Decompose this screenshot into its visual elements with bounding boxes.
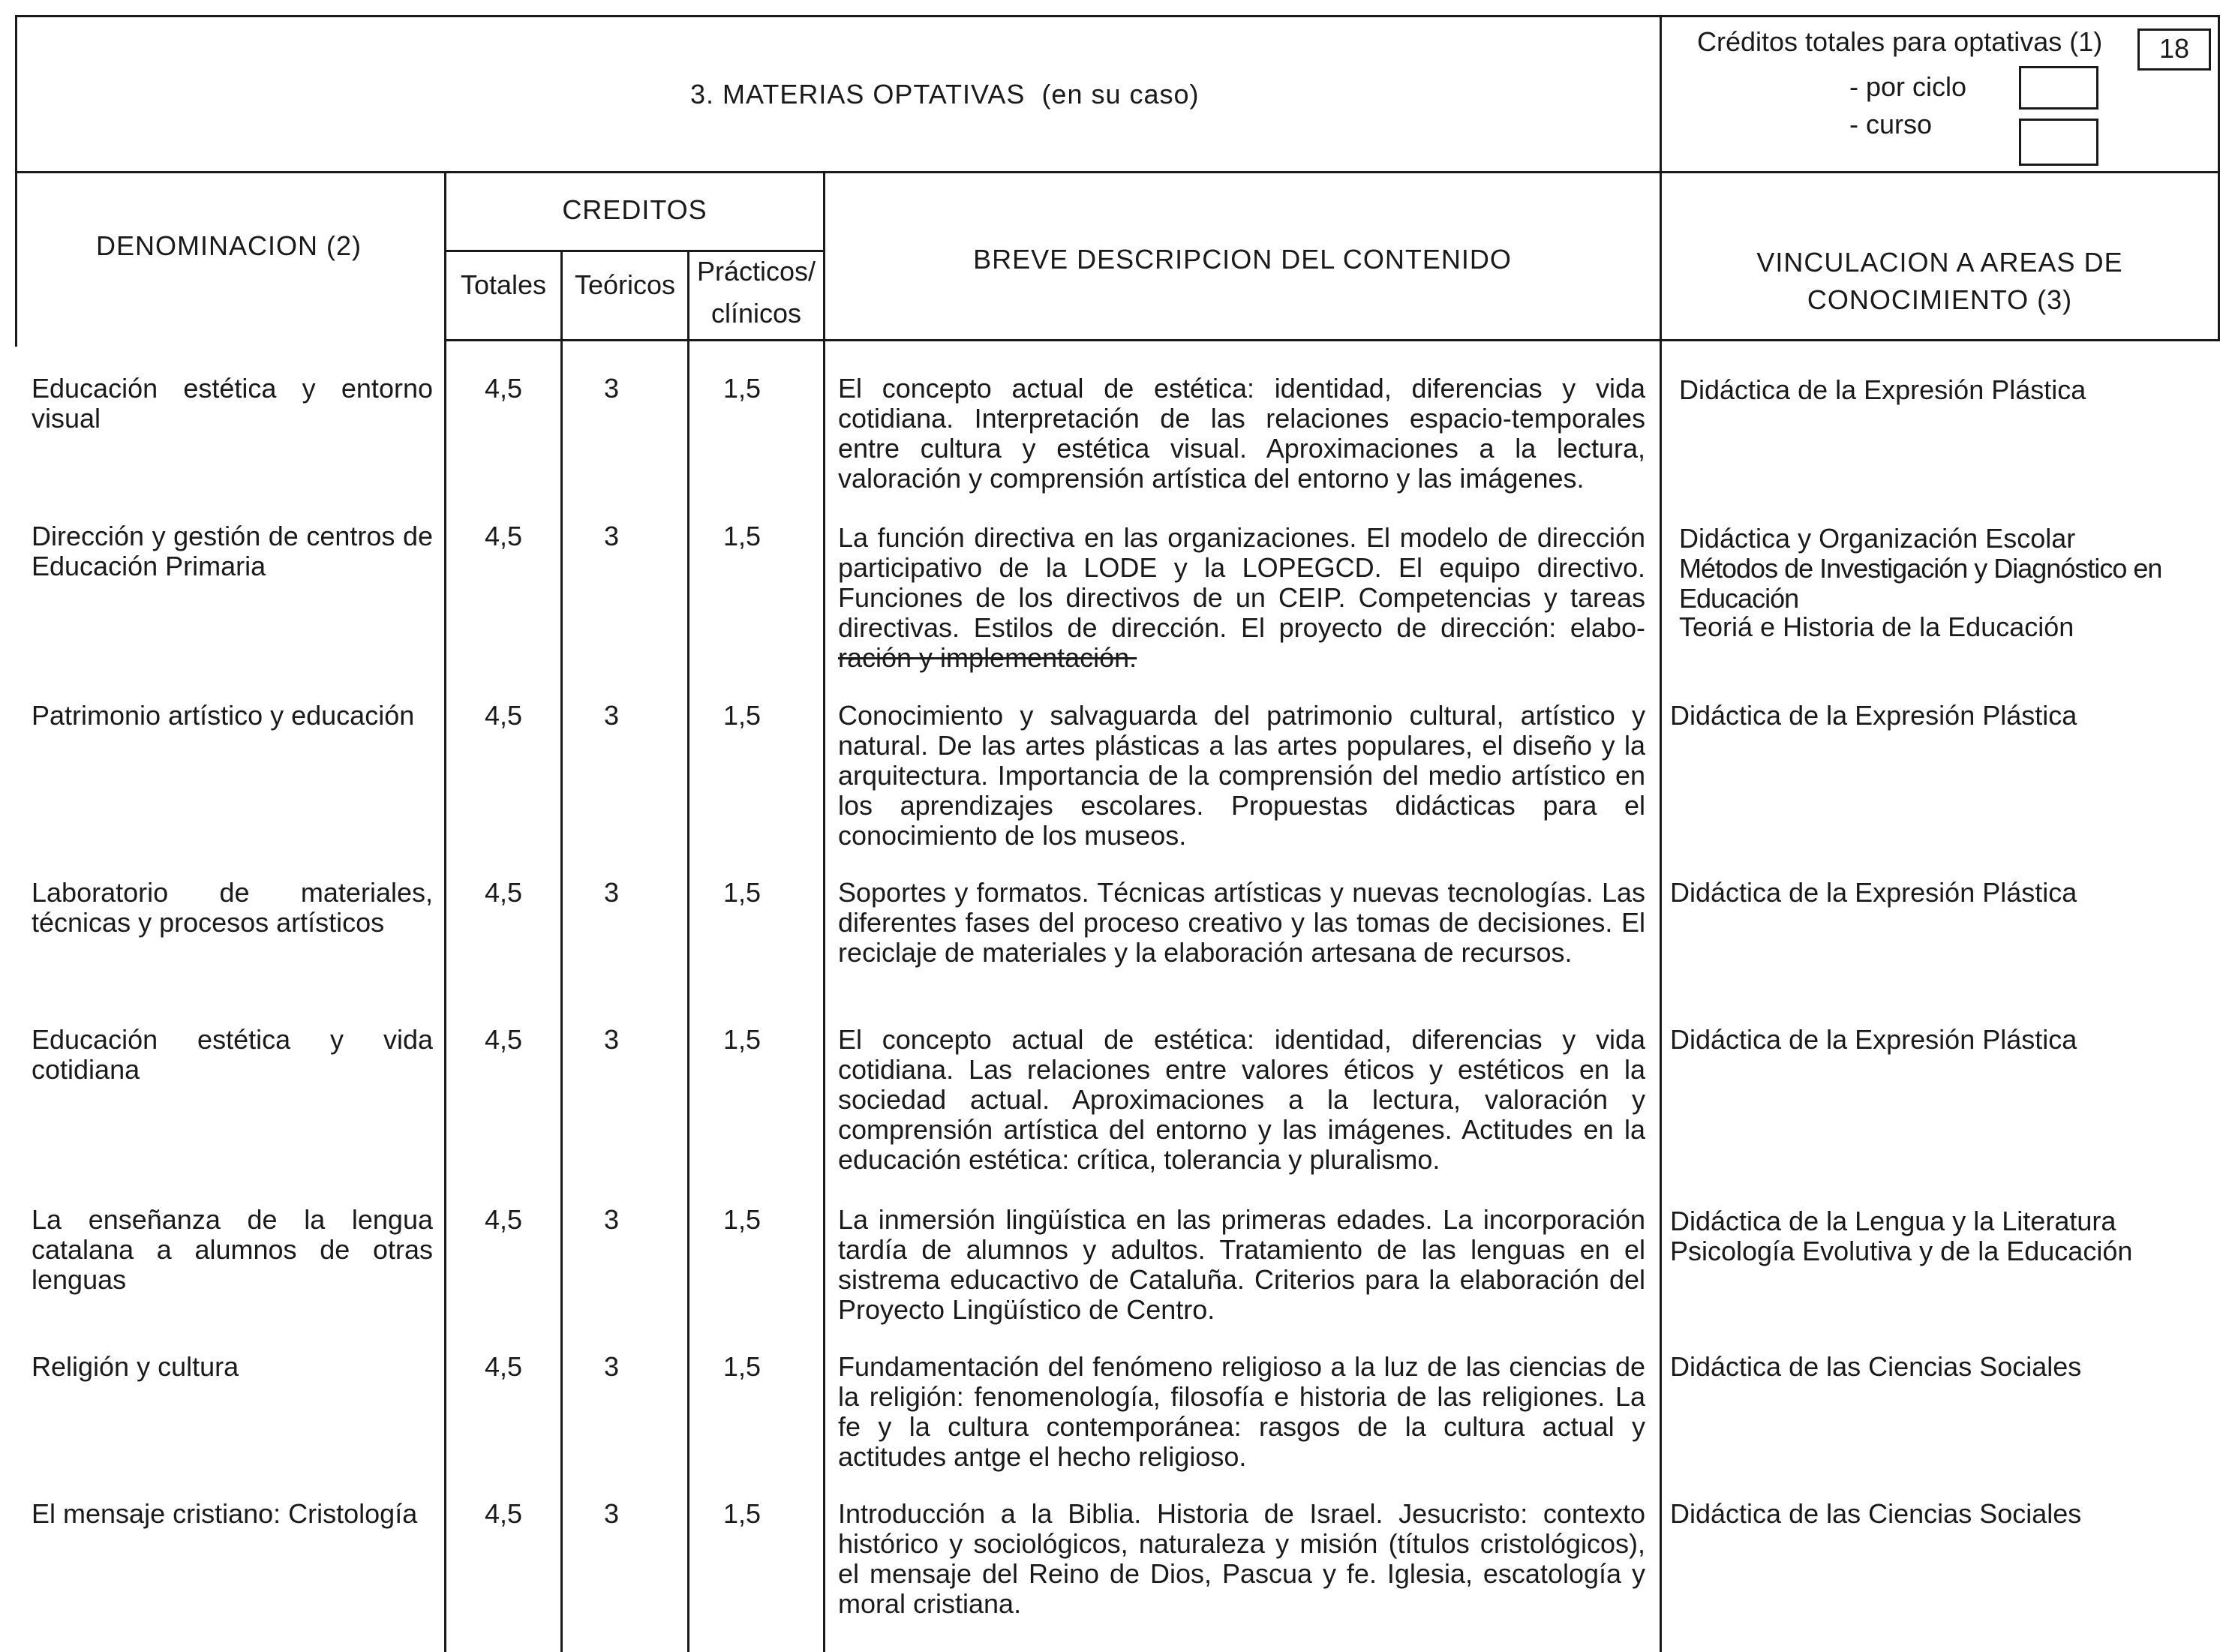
col-header-totales: Totales [460, 269, 547, 300]
row-name: Educación estética y vida cotidiana [32, 1024, 433, 1085]
row-area-0: Didáctica de las Ciencias Sociales [1670, 1498, 2082, 1529]
row-description: La función directiva en las organizaciones. El modelo de dirección participativo de la LODE y la LOPEGCD. El equipo directivo. Funciones de los directivos de un CEIP. Competencias y tareas directivas. Estilos de dirección. El proyecto de dirección: elabo- ración y implementación. [838, 522, 1645, 673]
credits-total-label: Créditos totales para optativas (1) [1697, 26, 2103, 57]
row-teoricos: 3 [603, 521, 620, 551]
curso-box [2019, 119, 2098, 166]
row-name: Dirección y gestión de centros de Educación Primaria [32, 521, 433, 581]
col-header-teoricos: Teóricos [574, 269, 676, 300]
row-practicos: 1,5 [722, 1024, 762, 1055]
rule-top [15, 15, 2220, 17]
row-practicos: 1,5 [722, 877, 762, 908]
row-area-0: Didáctica de la Expresión Plástica [1670, 700, 2077, 731]
row-teoricos: 3 [603, 1351, 620, 1382]
row-totales: 4,5 [484, 1498, 523, 1529]
row-practicos: 1,5 [722, 1351, 762, 1382]
row-totales: 4,5 [484, 1351, 523, 1382]
por-ciclo-label: - por ciclo [1849, 71, 1967, 102]
rule-left [15, 15, 17, 347]
rule-col-practicos [823, 171, 825, 1652]
credits-total-box [2137, 29, 2211, 71]
row-description: Fundamentación del fenómeno religioso a la luz de las ciencias de la religión: fenomenología, filosofía e historia de las religiones. La fe y la cultura contemporánea: rasgos de la cultura actual y actitudes antge el hecho religioso. [838, 1351, 1645, 1472]
row-practicos: 1,5 [722, 373, 762, 404]
row-area-1: Psicología Evolutiva y de la Educación [1670, 1236, 2133, 1266]
row-name: El mensaje cristiano: Cristología [32, 1498, 418, 1529]
row-name: Patrimonio artístico y educación [32, 700, 415, 731]
row-area-0: Didáctica de las Ciencias Sociales [1670, 1351, 2082, 1382]
row-practicos: 1,5 [722, 700, 762, 731]
row-totales: 4,5 [484, 1204, 523, 1235]
row-totales: 4,5 [484, 700, 523, 731]
row-totales: 4,5 [484, 521, 523, 551]
row-description: Conocimiento y salvaguarda del patrimonio cultural, artístico y natural. De las artes plásticas a las artes populares, el diseño y la arquitectura. Importancia de la comprensión del medio artístico en los aprendizajes escolares. Propuestas didácticas para el conocimiento de los museos. [838, 700, 1645, 851]
row-teoricos: 3 [603, 877, 620, 908]
por-ciclo-box [2019, 66, 2098, 110]
row-teoricos: 3 [603, 373, 620, 404]
rule-col-totales [560, 250, 563, 1652]
row-name: Religión y cultura [32, 1351, 239, 1382]
row-teoricos: 3 [603, 1024, 620, 1055]
row-area-2: Teoriá e Historia de la Educación [1679, 611, 2074, 642]
row-area-0: Didáctica de la Expresión Plástica [1679, 374, 2086, 405]
col-header-vinculacion-2: CONOCIMIENTO (3) [1807, 284, 2073, 315]
row-teoricos: 3 [603, 700, 620, 731]
rule-columns-bottom [444, 339, 2220, 341]
row-area-0: Didáctica de la Expresión Plástica [1670, 1024, 2077, 1055]
row-description: Introducción a la Biblia. Historia de Israel. Jesucristo: contexto histórico y sociológicos, naturaleza y misión (títulos cristológicos), el mensaje del Reino de Dios, Pascua y fe. Iglesia, escatología y moral cristiana. [838, 1498, 1645, 1619]
row-area-0: Didáctica y Organización Escolar [1679, 523, 2076, 554]
col-header-vinculacion-1: VINCULACION A AREAS DE [1756, 247, 2123, 278]
col-header-practicos-1: Prácticos/ [696, 256, 816, 287]
row-name: La enseñanza de la lengua catalana a alumnos de otras lenguas [32, 1204, 433, 1295]
row-teoricos: 3 [603, 1498, 620, 1529]
curso-label: - curso [1849, 109, 1933, 140]
rule-creditos-divider [444, 250, 825, 252]
col-header-denominacion: DENOMINACION (2) [95, 230, 362, 261]
row-totales: 4,5 [484, 877, 523, 908]
col-header-creditos: CREDITOS [562, 194, 707, 225]
rule-right [2218, 15, 2220, 341]
col-header-practicos-2: clínicos [710, 298, 802, 329]
row-area-1: Métodos de Investigación y Diagnóstico en Educación [1679, 553, 2162, 614]
row-totales: 4,5 [484, 1024, 523, 1055]
row-teoricos: 3 [603, 1204, 620, 1235]
row-description: El concepto actual de estética: identidad, diferencias y vida cotidiana. Interpretación de las relaciones espacio-temporales entre cultura y estética visual. Aproximaciones a la lectura, valoración y comprensión artística del entorno y las imágenes. [838, 373, 1645, 494]
row-description: El concepto actual de estética: identidad, diferencias y vida cotidiana. Las relaciones entre valores éticos y estéticos en la sociedad actual. Aproximaciones a la lectura, valoración y comprensión artística del entorno y las imágenes. Actitudes en la educación estética: crítica, tolerancia y pluralismo. [838, 1024, 1645, 1175]
row-name: Educación estética y entorno visual [32, 373, 433, 434]
row-practicos: 1,5 [722, 1498, 762, 1529]
section-title: 3. MATERIAS OPTATIVAS (en su caso) [690, 79, 1200, 110]
col-header-descripcion: BREVE DESCRIPCION DEL CONTENIDO [973, 244, 1512, 275]
struck-text: ración y implementación. [838, 642, 1137, 673]
row-description: Soportes y formatos. Técnicas artísticas y nuevas tecnologías. Las diferentes fases del proceso creativo y las tomas de decisiones. El reciclaje de materiales y la elaboración artesana de recursos. [838, 877, 1645, 968]
row-practicos: 1,5 [722, 1204, 762, 1235]
row-practicos: 1,5 [722, 521, 762, 551]
row-totales: 4,5 [484, 373, 523, 404]
row-name: Laboratorio de materiales, técnicas y procesos artísticos [32, 877, 433, 938]
row-area-0: Didáctica de la Expresión Plástica [1670, 877, 2077, 908]
rule-col-teoricos [687, 250, 689, 1652]
row-description: La inmersión lingüística en las primeras edades. La incorporación tardía de alumnos y adultos. Tratamiento de las lenguas en el sistrema educactivo de Cataluña. Criterios para la elaboración del Proyecto Lingüístico de Centro. [838, 1204, 1645, 1325]
credits-total-value: 18 [2158, 33, 2190, 64]
rule-header-bottom [15, 171, 2220, 173]
row-area-0: Didáctica de la Lengua y la Literatura [1670, 1206, 2116, 1236]
